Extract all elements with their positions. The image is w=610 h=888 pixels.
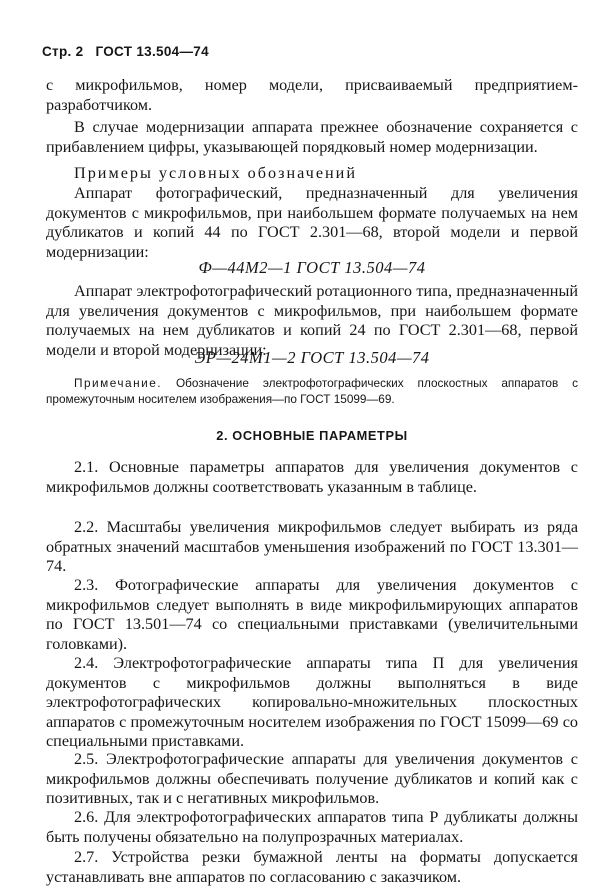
example-1-text: Аппарат фотографический, предназначенный для увеличения документов с микрофильмов, при наибольшем формате получаемых на нем дубликатов и копий 44 по ГОСТ 2.301—68, второй модели и первой модернизации: bbox=[46, 184, 578, 261]
item-2-7: 2.7. Устройства резки бумажной ленты на форматы допускается устанавливать вне аппаратов по согласованию с заказчиком. bbox=[46, 848, 578, 886]
page-header bbox=[42, 44, 217, 59]
section-title: 2. ОСНОВНЫЕ ПАРАМЕТРЫ bbox=[216, 428, 408, 443]
item-2-6: 2.6. Для электрофотографических аппаратов типа Р дубликаты должны быть получены обязательно на полупрозрачных материалах. bbox=[46, 808, 578, 846]
formula-2: ЭР—24М1—2 ГОСТ 13.504—74 bbox=[194, 348, 430, 367]
item-2-3: 2.3. Фотографические аппараты для увеличения документов с микрофильмов следует выполнять в виде микрофильмирующих аппаратов по ГОСТ 13.501—74 со специальными приставками (увеличительными головками). bbox=[46, 576, 578, 653]
note-label: Примечание. bbox=[74, 376, 163, 390]
item-2-1: 2.1. Основные параметры аппаратов для увеличения документов с микрофильмов должны соответствовать указанным в таблице. bbox=[46, 458, 578, 496]
note bbox=[46, 376, 578, 407]
note-text: Обозначение электрофотографических плоскостных аппаратов с промежуточным носителем изображения—по ГОСТ 15099—69. bbox=[46, 376, 579, 406]
formula-1: Ф—44М2—1 ГОСТ 13.504—74 bbox=[198, 258, 426, 277]
item-2-2: 2.2. Масштабы увеличения микрофильмов следует выбирать из ряда обратных значений масштабов уменьшения изображений по ГОСТ 13.301—74. bbox=[46, 518, 578, 575]
example-2-text: Аппарат электрофотографический ротационного типа, предназначенный для увеличения документов с микрофильмов, при наибольшем формате получаемых на нем дубликатов и копий 24 по ГОСТ 2.301—68, первой модели и второй модернизации: bbox=[46, 282, 578, 359]
paragraph-continuation: с микрофильмов, номер модели, присваиваемый предприятием-разработчиком. bbox=[46, 76, 578, 114]
page-number: Стр. 2 bbox=[42, 44, 84, 59]
paragraph-modernization: В случае модернизации аппарата прежнее обозначение сохраняется с прибавлением цифры, указывающей порядковый номер модернизации. bbox=[46, 118, 578, 156]
examples-heading: Примеры условных обозначений bbox=[74, 164, 357, 182]
item-2-4: 2.4. Электрофотографические аппараты типа П для увеличения документов с микрофильмов должны выполняться в виде электрофотографических копировально-множительных плоскостных аппаратов с промежуточным носителем изображения по ГОСТ 15099—69 со специальными приставками. bbox=[46, 654, 578, 750]
standard-code: ГОСТ 13.504—74 bbox=[95, 44, 209, 59]
item-2-5: 2.5. Электрофотографические аппараты для увеличения документов с микрофильмов должны обеспечивать получение дубликатов и копий как с позитивных, так и с негативных микрофильмов. bbox=[46, 750, 578, 807]
